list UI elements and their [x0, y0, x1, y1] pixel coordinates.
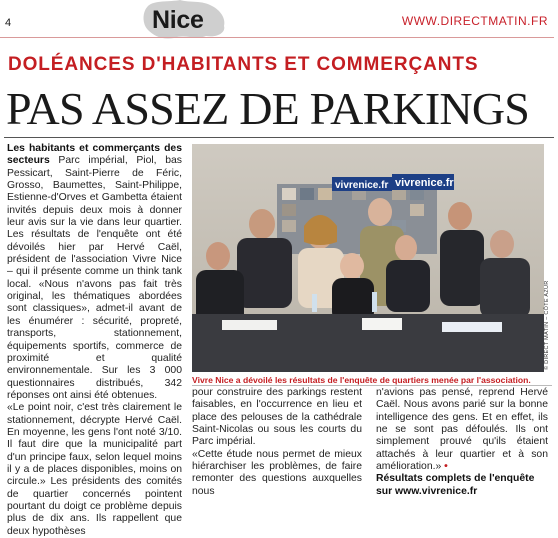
article-column-1: [7, 143, 182, 538]
section-title: Nice: [152, 6, 204, 34]
photo-credit-text: © DIRECT MATIN – CÔTE AZUR: [544, 280, 550, 370]
lead-text: Parc impérial, Piol, bas Pessicart, Saint-Pierre de Féric, Grosso, Baumettes, Saint-Philippe, Estienne-d'Orves et Gambetta étaient invités depuis deux mois à donner leur avis sur la vie dans leur quartier. Les résultats de l'enquête ont été dévoilés hier par Hervé Caël, président de l'association Vivre Nice – qui il présente comme un think tank local. «Nous n'avons pas fait très original, les thématiques abordées sont classiques», admet-il avant de les énumérer : sécurité, propreté, transports, stationnement, équipements sportifs, commerce de proximité et qualité environnementale. Sur les 3 000 questionnaires distribués, 342 réponses ont ainsi été obtenues.: [7, 155, 182, 401]
lead-paragraph: [7, 143, 182, 402]
results-link[interactable]: [376, 473, 548, 498]
paragraph-4: «Cette étude nous permet de mieux hiérarchiser les problèmes, de faire remonter des questions auxquelles nous: [192, 448, 362, 497]
meeting-photo-illustration: [192, 144, 544, 372]
banner-text-left: vivrenice.fr: [335, 180, 389, 191]
article-column-2: [192, 387, 362, 498]
site-url[interactable]: WWW.DIRECTMATIN.FR: [401, 14, 548, 28]
article-kicker: DOLÉANCES D'HABITANTS ET COMMERÇANTS: [8, 54, 479, 75]
paragraph-2: «Le point noir, c'est très clairement le stationnement, décrypte Hervé Caël. En moyenne, les gens l'ont noté 3/10. Il faut dire que la municipalité part d'un principe faux, selon lequel moins il y a de places disponibles, moins on circule.» Les présidents des comités de quartier concernés pointent pourtant du doigt ce problème depuis plus de dix ans. Ils rappellent que deux hypothèses: [7, 402, 182, 537]
bullet-icon: •: [444, 461, 448, 473]
photo-caption: Vivre Nice a dévoilé les résultats de l'enquête de quartiers menée par l'association.: [192, 375, 531, 385]
banner-text-right: vivrenice.fr: [395, 177, 454, 189]
header-divider: [0, 37, 554, 38]
page-number: 4: [5, 17, 12, 29]
article-photo: [192, 144, 544, 372]
results-line-1: Résultats complets de l'enquête: [376, 473, 535, 485]
photo-credit: [544, 280, 556, 370]
caption-divider: [192, 385, 552, 386]
results-line-2[interactable]: sur www.vivrenice.fr: [376, 485, 478, 497]
headline-divider: [4, 137, 554, 138]
article-headline: PAS ASSEZ DE PARKINGS: [6, 83, 530, 134]
lead-bold: Les habitants et commerçants des secteurs: [7, 143, 182, 167]
paragraph-5: [376, 387, 548, 473]
article-column-3: [376, 387, 548, 498]
paragraph-5-text: n'avions pas pensé, reprend Hervé Caël. Nous avons parié sur la bonne intelligence des gens. Et en effet, ils ne se sont pas défoulés. Ils ont simplement prouvé qu'ils étaient attachés à leur quartier et à son amélioration.»: [376, 387, 548, 473]
paragraph-3: pour construire des parkings restent faisables, en l'occurrence en lieu et place des pelouses de la cathédrale Saint-Nicolas ou sous les courts du Parc impérial.: [192, 387, 362, 448]
